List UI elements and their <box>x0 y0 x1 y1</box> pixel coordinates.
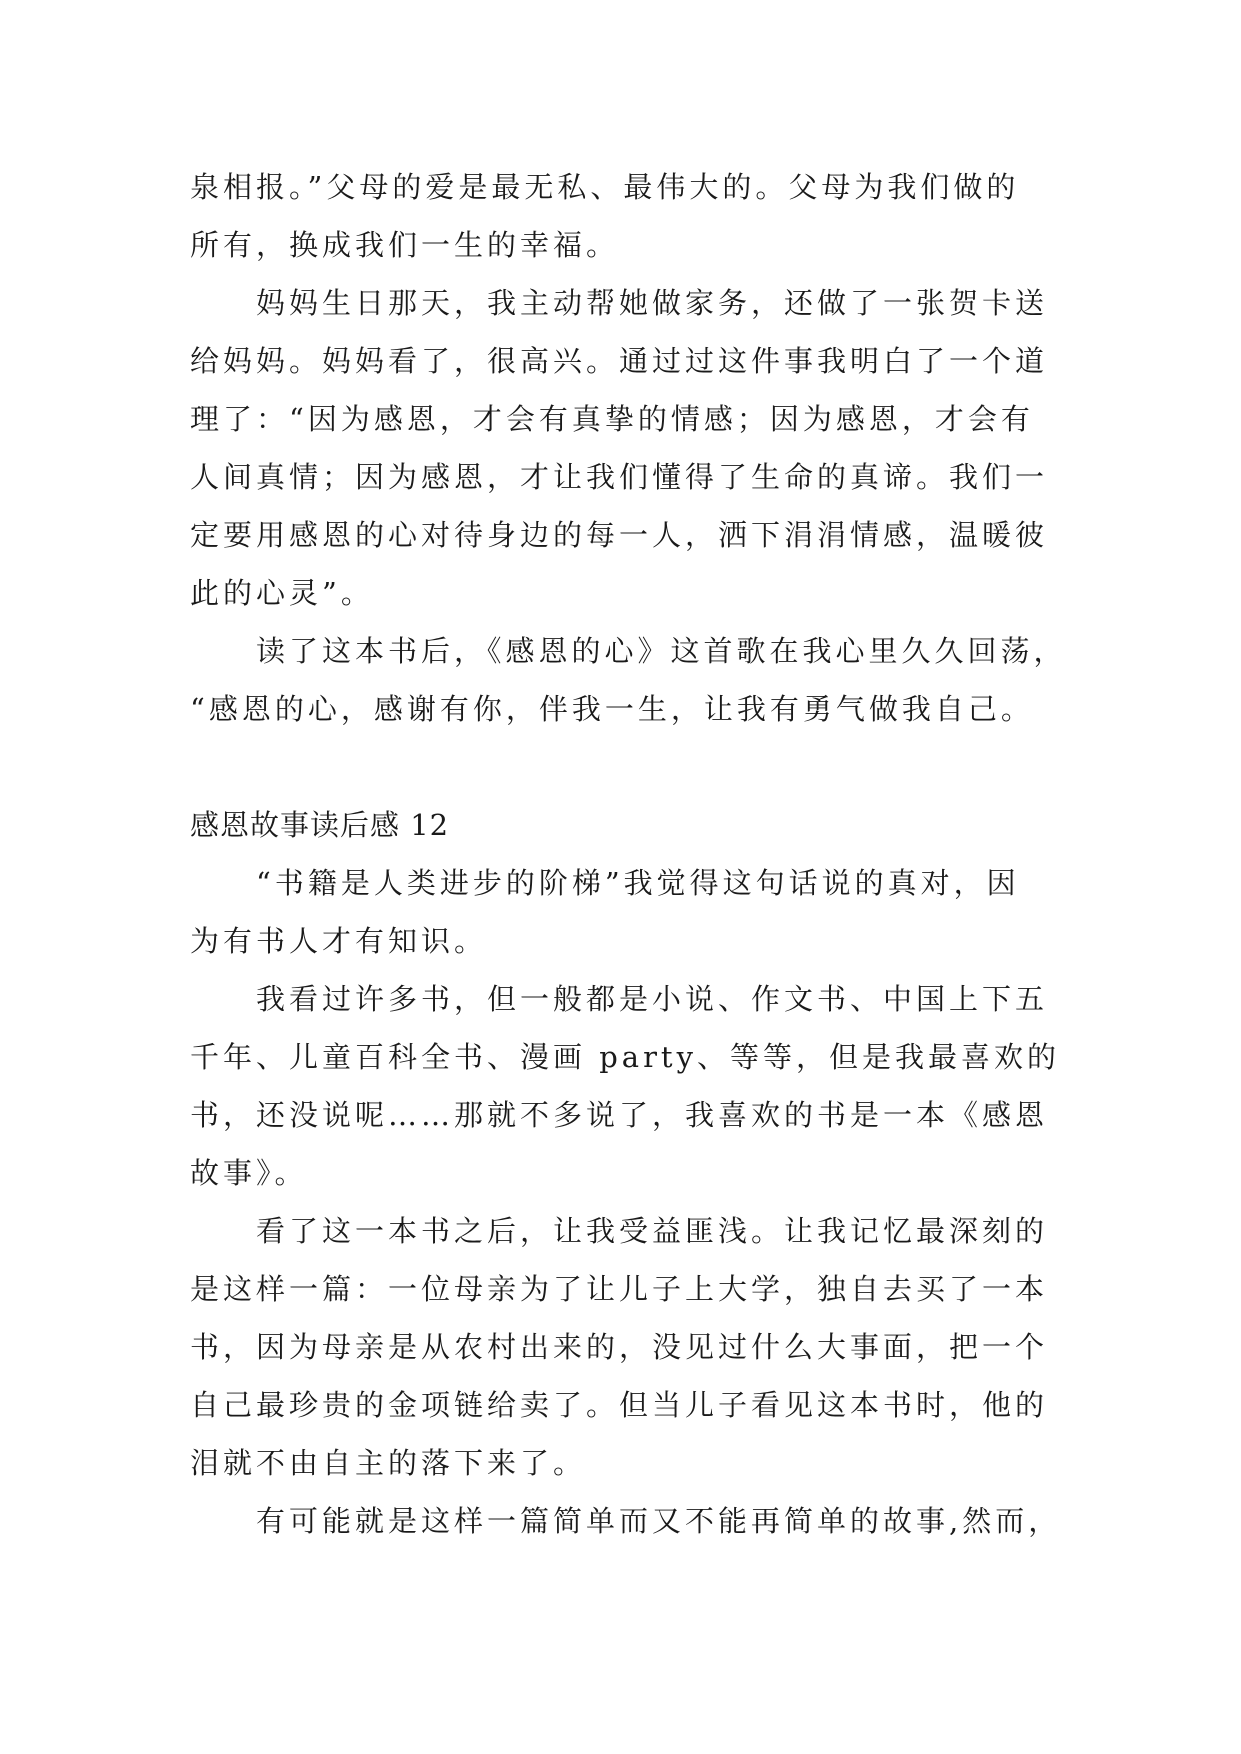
paragraph-line: 所有，换成我们一生的幸福。 <box>190 228 620 262</box>
section-heading: 感恩故事读后感 12 <box>190 808 450 842</box>
paragraph-line: 我看过许多书，但一般都是小说、作文书、中国上下五 <box>256 982 1049 1016</box>
paragraph-line: 书，因为母亲是从农村出来的，没见过什么大事面，把一个 <box>190 1330 1049 1364</box>
paragraph-line: 书，还没说呢……那就不多说了，我喜欢的书是一本《感恩 <box>190 1098 1049 1132</box>
paragraph-line: 给妈妈。妈妈看了，很高兴。通过过这件事我明白了一个道 <box>190 344 1049 378</box>
paragraph-line: 自己最珍贵的金项链给卖了。但当儿子看见这本书时，他的 <box>190 1388 1049 1422</box>
paragraph-line: 有可能就是这样一篇简单而又不能再简单的故事,然而， <box>256 1504 1062 1538</box>
paragraph-line: 妈妈生日那天，我主动帮她做家务，还做了一张贺卡送 <box>256 286 1049 320</box>
paragraph-line: 理了：“因为感恩，才会有真挚的情感；因为感恩，才会有 <box>190 402 1034 436</box>
paragraph-line: 是这样一篇：一位母亲为了让儿子上大学，独自去买了一本 <box>190 1272 1049 1306</box>
paragraph-line: 为有书人才有知识。 <box>190 924 488 958</box>
paragraph-line: 泪就不由自主的落下来了。 <box>190 1446 587 1480</box>
paragraph-line: 千年、儿童百科全书、漫画 party、等等，但是我最喜欢的 <box>190 1040 1060 1074</box>
paragraph-line: 故事》。 <box>190 1156 308 1190</box>
paragraph-line: 此的心灵”。 <box>190 576 374 610</box>
paragraph-line: 读了这本书后，《感恩的心》这首歌在我心里久久回荡， <box>256 634 1067 668</box>
paragraph-line: “感恩的心，感谢有你，伴我一生，让我有勇气做我自己。 <box>190 692 1034 726</box>
paragraph-line: 泉相报。”父母的爱是最无私、最伟大的。父母为我们做的 <box>190 170 1020 204</box>
paragraph-line: 人间真情；因为感恩，才让我们懂得了生命的真谛。我们一 <box>190 460 1049 494</box>
paragraph-line: 看了这一本书之后，让我受益匪浅。让我记忆最深刻的 <box>256 1214 1049 1248</box>
paragraph-line: “书籍是人类进步的阶梯”我觉得这句话说的真对，因 <box>256 866 1020 900</box>
paragraph-line: 定要用感恩的心对待身边的每一人，洒下涓涓情感，温暖彼 <box>190 518 1049 552</box>
